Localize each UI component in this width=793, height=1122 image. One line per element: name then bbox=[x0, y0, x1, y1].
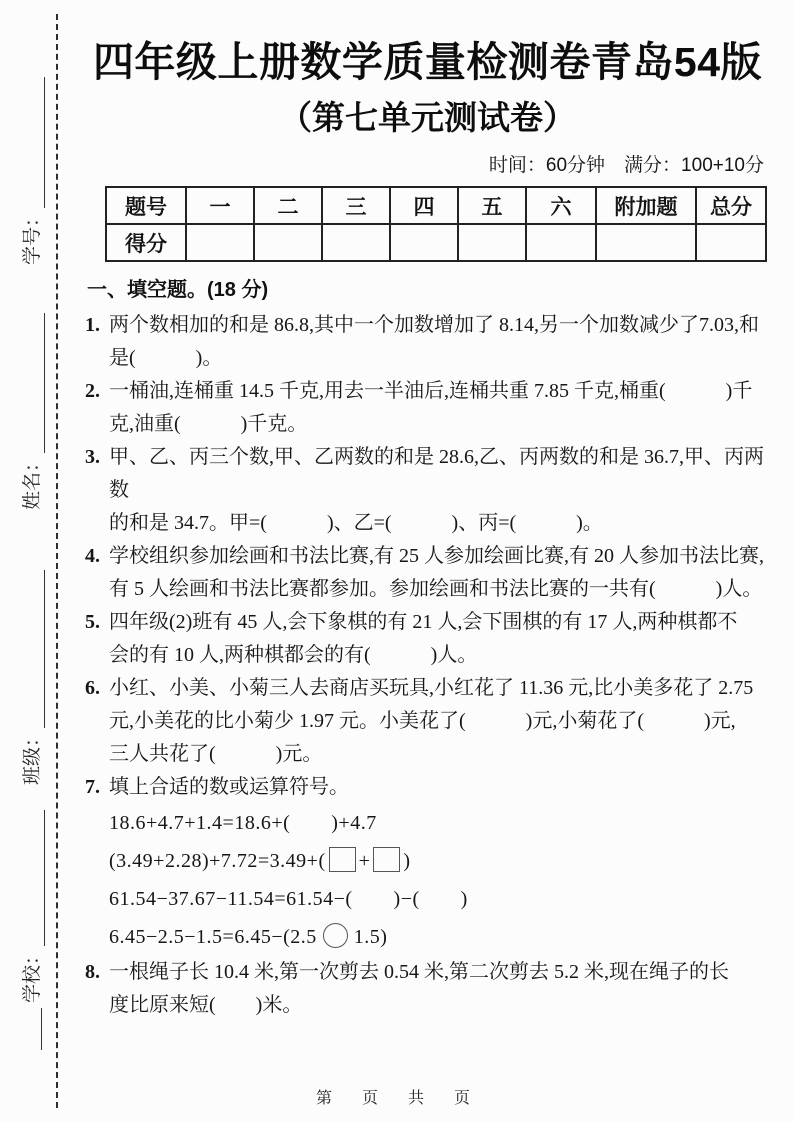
question-line bbox=[85, 672, 770, 705]
score-row-label: 得分 bbox=[106, 224, 186, 261]
student-id-label: 学号： bbox=[22, 207, 43, 265]
question-text: 一桶油,连桶重 14.5 千克,用去一半油后,连桶共重 7.85 千克,桶重( )千 bbox=[109, 380, 753, 402]
score-header-cell: 五 bbox=[458, 187, 526, 224]
score-table-header-row bbox=[106, 187, 766, 224]
question-line bbox=[85, 342, 770, 375]
score-empty-cell bbox=[458, 224, 526, 261]
question-text: 克,油重( )千克。 bbox=[109, 413, 308, 435]
score-empty-cell bbox=[696, 224, 766, 261]
question-number: 8. bbox=[85, 961, 100, 983]
question-text: 的和是 34.7。甲=( )、乙=( )、丙=( )。 bbox=[109, 512, 603, 534]
question-text: 两个数相加的和是 86.8,其中一个加数增加了 8.14,另一个加数减少了7.03,和 bbox=[109, 314, 759, 336]
sidebar-field-class bbox=[18, 570, 45, 785]
question-line bbox=[85, 989, 770, 1022]
operator-circle bbox=[323, 923, 348, 948]
sidebar-field-student-id bbox=[18, 77, 45, 265]
score-header-cell: 三 bbox=[322, 187, 390, 224]
score-empty-cell bbox=[254, 224, 322, 261]
score-header-cell: 六 bbox=[526, 187, 596, 224]
question-number: 6. bbox=[85, 677, 100, 699]
question-number: 5. bbox=[85, 611, 100, 633]
question-text: 会的有 10 人,两种棋都会的有( )人。 bbox=[109, 644, 478, 666]
class-label: 班级： bbox=[22, 727, 43, 785]
question-number: 2. bbox=[85, 380, 100, 402]
score-empty-cell bbox=[186, 224, 254, 261]
seal-dashed-line bbox=[56, 14, 58, 1108]
question-text: 是( )。 bbox=[109, 347, 223, 369]
equation-text: + bbox=[358, 850, 371, 872]
student-id-blank-line bbox=[17, 77, 45, 208]
question-4 bbox=[85, 540, 770, 606]
question-text: 填上合适的数或运算符号。 bbox=[109, 776, 349, 798]
equation-line-2 bbox=[109, 842, 770, 880]
question-text: 度比原来短( )米。 bbox=[109, 994, 303, 1016]
score-empty-cell bbox=[322, 224, 390, 261]
question-5 bbox=[85, 606, 770, 672]
paper-subtitle: （第七单元测试卷） bbox=[279, 99, 576, 136]
fill-in-questions bbox=[85, 309, 770, 1022]
question-line bbox=[85, 408, 770, 441]
question-number: 1. bbox=[85, 314, 100, 336]
question-number: 4. bbox=[85, 545, 100, 567]
paper-title: 四年级上册数学质量检测卷青岛54版 bbox=[92, 39, 763, 85]
section-title: 一、填空题。(18 分) bbox=[87, 279, 269, 301]
blank-square-box bbox=[373, 847, 400, 872]
question-text: 小红、小美、小菊三人去商店买玩具,小红花了 11.36 元,比小美多花了 2.75 bbox=[109, 677, 754, 699]
equation-text: 1.5) bbox=[353, 926, 388, 948]
score-header-cell: 附加题 bbox=[596, 187, 696, 224]
equation-line-3 bbox=[109, 880, 770, 918]
question-text: 学校组织参加绘画和书法比赛,有 25 人参加绘画比赛,有 20 人参加书法比赛, bbox=[109, 545, 764, 567]
question-line bbox=[85, 573, 770, 606]
question-line bbox=[85, 540, 770, 573]
main-content bbox=[85, 0, 770, 1022]
question-line bbox=[85, 705, 770, 738]
equation-line-4 bbox=[109, 918, 770, 956]
question-text: 甲、乙、丙三个数,甲、乙两数的和是 28.6,乙、丙两数的和是 36.7,甲、丙两数 bbox=[109, 446, 764, 501]
score-empty-cell bbox=[390, 224, 458, 261]
question-line bbox=[85, 771, 770, 804]
question-line bbox=[85, 507, 770, 540]
question-8 bbox=[85, 956, 770, 1022]
equation-line-1 bbox=[109, 804, 770, 842]
school-blank-line bbox=[17, 810, 45, 946]
exam-info: 时间：60分钟 满分：100+10分 bbox=[488, 155, 764, 176]
question-line bbox=[85, 375, 770, 408]
question-3 bbox=[85, 441, 770, 540]
question-line bbox=[85, 639, 770, 672]
sidebar-field-name bbox=[18, 313, 45, 510]
score-table-score-row bbox=[106, 224, 766, 261]
score-header-cell: 一 bbox=[186, 187, 254, 224]
question-6 bbox=[85, 672, 770, 771]
score-header-cell: 总分 bbox=[696, 187, 766, 224]
question-line bbox=[85, 441, 770, 507]
score-header-cell: 四 bbox=[390, 187, 458, 224]
equation-text: (3.49+2.28)+7.72=3.49+( bbox=[109, 850, 326, 872]
question-number: 7. bbox=[85, 776, 100, 798]
equation-text: 61.54−37.67−11.54=61.54−( )−( ) bbox=[109, 888, 468, 910]
score-empty-cell bbox=[596, 224, 696, 261]
equation-text: 18.6+4.7+1.4=18.6+( )+4.7 bbox=[109, 812, 377, 834]
question-text: 三人共花了( )元。 bbox=[109, 743, 323, 765]
question-line bbox=[85, 956, 770, 989]
school-label: 学校： bbox=[22, 945, 43, 1003]
sidebar-field-school bbox=[18, 810, 45, 1003]
score-table bbox=[105, 186, 767, 262]
score-header-cell: 二 bbox=[254, 187, 322, 224]
equation-text: 6.45−2.5−1.5=6.45−(2.5 bbox=[109, 926, 317, 948]
question-7-equations bbox=[85, 804, 770, 956]
question-7 bbox=[85, 771, 770, 956]
sidebar-trailing-blank-line bbox=[41, 1008, 42, 1050]
question-line bbox=[85, 309, 770, 342]
name-blank-line bbox=[17, 313, 45, 453]
blank-square-box bbox=[329, 847, 356, 872]
question-text: 四年级(2)班有 45 人,会下象棋的有 21 人,会下围棋的有 17 人,两种棋都不 bbox=[109, 611, 738, 633]
question-text: 元,小美花的比小菊少 1.97 元。小美花了( )元,小菊花了( )元, bbox=[109, 710, 736, 732]
equation-text: ) bbox=[403, 850, 411, 872]
name-label: 姓名： bbox=[22, 452, 43, 510]
page-footer: 第 页 共 页 bbox=[315, 1090, 477, 1107]
question-1 bbox=[85, 309, 770, 375]
question-number: 3. bbox=[85, 446, 100, 468]
class-blank-line bbox=[17, 570, 45, 728]
score-header-cell: 题号 bbox=[106, 187, 186, 224]
question-2 bbox=[85, 375, 770, 441]
question-line bbox=[85, 606, 770, 639]
question-text: 有 5 人绘画和书法比赛都参加。参加绘画和书法比赛的一共有( )人。 bbox=[109, 578, 763, 600]
question-text: 一根绳子长 10.4 米,第一次剪去 0.54 米,第二次剪去 5.2 米,现在绳子的长 bbox=[109, 961, 729, 983]
score-empty-cell bbox=[526, 224, 596, 261]
question-line bbox=[85, 738, 770, 771]
